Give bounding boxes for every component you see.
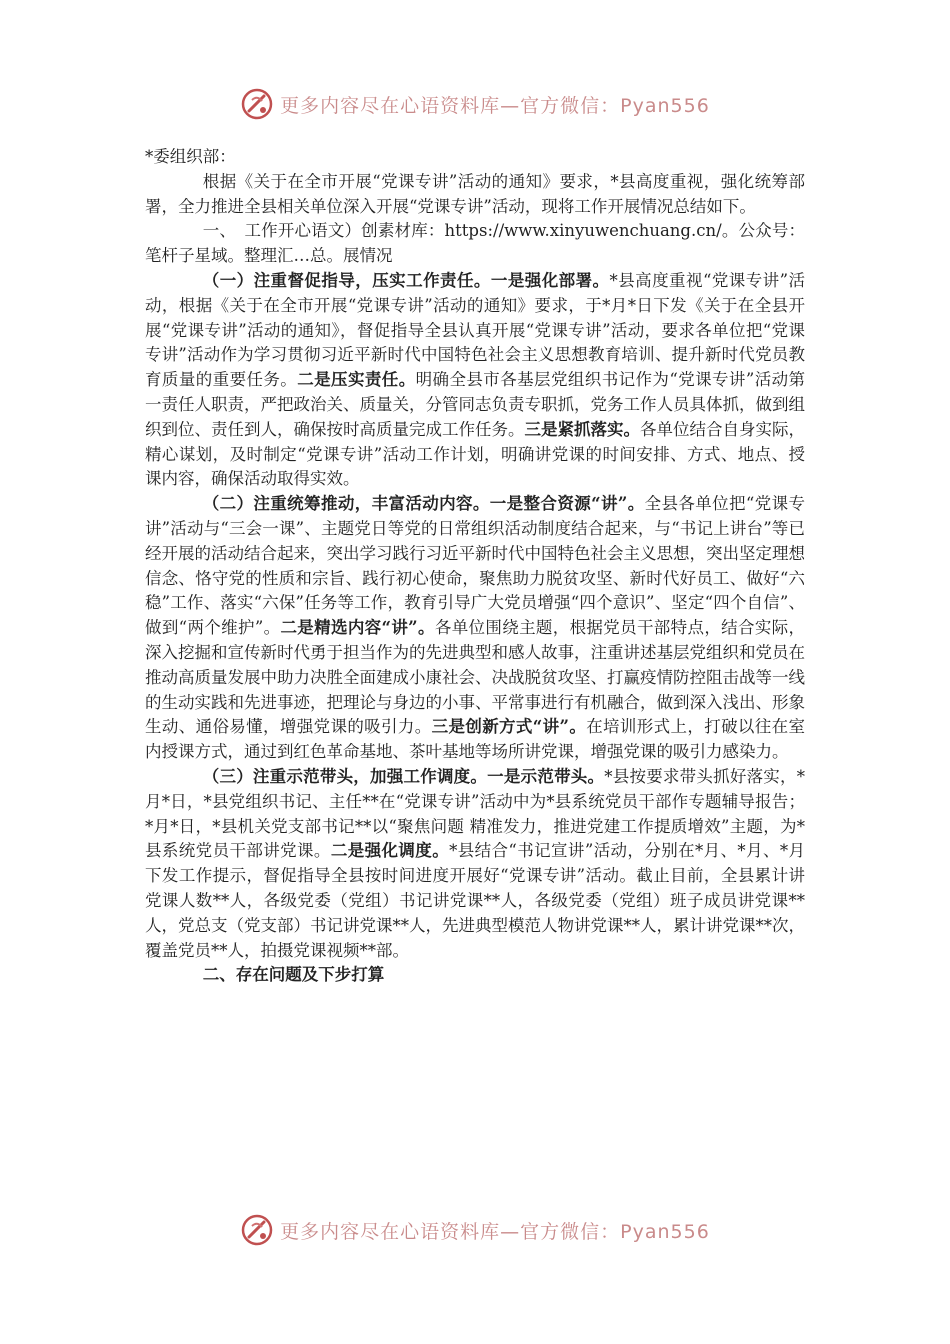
paragraph-1-label-1: 一是强化部署。	[490, 270, 610, 290]
intro-paragraph: 根据《关于在全市开展“党课专讲”活动的通知》要求，*县高度重视，强化统筹部署，全力推进全县相关单位深入开展“党课专讲”活动，现将工作开展情况总结如下。	[145, 171, 805, 216]
watermark-text: 更多内容尽在心语资料库—官方微信：Pyan556	[280, 94, 710, 117]
paragraph-1-label-3: 三是紧抓落实。	[524, 419, 640, 439]
paragraph-2-label-2: 二是精选内容“讲”。	[280, 618, 435, 638]
section2-heading-text: 二、存在问题及下步打算	[202, 965, 385, 985]
paragraph-3-text-2: *县结合“书记宣讲”活动，分别在*月、*月、*月下发工作提示，督促指导全县按时间进度开展好“党课专讲”活动。截止目前，全县累计讲党课人数**人，各级党委（党组）书记讲党课**人，各级党委（党组）班子成员讲党课**人，党总支（党支部）书记讲党课**人，先进典型模范人物讲党课**人，累计讲党课**次，覆盖党员**人，拍摄党课视频**部。	[145, 841, 806, 960]
logo-icon	[240, 1213, 274, 1247]
paragraph-2-heading: （二）注重统筹推动，丰富活动内容。	[202, 494, 490, 514]
paragraph-2-label-3: 三是创新方式“讲”。	[431, 717, 587, 737]
paragraph-1-text-1: *县高度重视“党课专讲”活动，根据《关于在全市开展“党课专讲”活动的通知》要求，于*月*日下发《关于在全县开展“党课专讲”活动的通知》，督促指导全县认真开展“党课专讲”活动，要求各单位把“党课专讲”活动作为学习贯彻习近平新时代中国特色社会主义思想教育培训、提升新时代党员教育质量的重要任务。	[145, 270, 806, 390]
paragraph-2-label-1: 一是整合资源“讲”。	[489, 494, 645, 514]
paragraph-1	[145, 269, 805, 492]
paragraph-1-label-2: 二是压实责任。	[297, 370, 416, 390]
paragraph-3-heading: （三）注重示范带头，加强工作调度。	[202, 766, 488, 786]
logo-icon	[240, 87, 274, 121]
watermark-banner-bottom	[0, 1210, 950, 1250]
paragraph-1-text-2: 明确全县市各基层党组织书记作为“党课专讲”活动第一责任人职责，严把政治关、质量关，分管同志负责专职抓，党务工作人员具体抓，做到组织到位、责任到人，确保按时高质量完成工作任务。	[145, 370, 806, 439]
paragraph-3-text-1: *县按要求带头抓好落实，*月*日，*县党组织书记、主任**在“党课专讲”活动中为*县系统党员干部作专题辅导报告；*月*日，*县机关党支部书记**以“聚焦问题 精准发力，推进党建工作提质增效”主题，为*县系统党员干部讲党课。	[145, 766, 806, 861]
section1-heading: 一、 工作开心语文）创素材库：https://www.xinyuwenchuang.cn/。公众号：笔杆子星域。整理汇…总。展情况	[145, 221, 805, 266]
paragraph-3	[145, 765, 805, 963]
paragraph-3-label-2: 二是强化调度。	[330, 841, 450, 861]
salutation: *委组织部：	[145, 147, 236, 166]
paragraph-1-heading: （一）注重督促指导，压实工作责任。	[202, 270, 491, 290]
paragraph-2-text-2: 各单位围绕主题，根据党员干部特点，结合实际，深入挖掘和宣传新时代勇于担当作为的先进典型和感人故事，注重讲述基层党组织和党员在推动高质量发展中助力决胜全面建成小康社会、决战脱贫攻坚、打赢疫情防控阻击战等一线的生动实践和先进事迹，把理论与身边的小事、平常事进行有机融合，做到深入浅出、形象生动、通俗易懂，增强党课的吸引力。	[145, 618, 806, 737]
paragraph-2-text-1: 全县各单位把“党课专讲”活动与“三会一课”、主题党日等党的日常组织活动制度结合起来，与“书记上讲台”等已经开展的活动结合起来，突出学习践行习近平新时代中国特色社会主义思想，突出坚定理想信念、恪守党的性质和宗旨、践行初心使命，聚焦助力脱贫攻坚、新时代好员工、做好“六稳”工作、落实“六保”任务等工作，教育引导广大党员增强“四个意识”、坚定“四个自信”、做到“两个维护”。	[145, 494, 806, 638]
paragraph-3-label-1: 一是示范带头。	[487, 766, 605, 786]
paragraph-1-text-3: 各单位结合自身实际，精心谋划，及时制定“党课专讲”活动工作计划，明确讲党课的时间安排、方式、地点、授课内容，确保活动取得实效。	[145, 419, 805, 489]
watermark-text: 更多内容尽在心语资料库—官方微信：Pyan556	[280, 1220, 710, 1243]
paragraph-2	[145, 492, 805, 765]
paragraph-2-text-3: 在培训形式上，打破以往在室内授课方式，通过到红色革命基地、茶叶基地等场所讲党课，增强党课的吸引力感染力。	[145, 717, 805, 762]
section2-heading	[145, 963, 805, 988]
watermark-banner-top	[0, 84, 950, 124]
document-body	[145, 145, 805, 988]
